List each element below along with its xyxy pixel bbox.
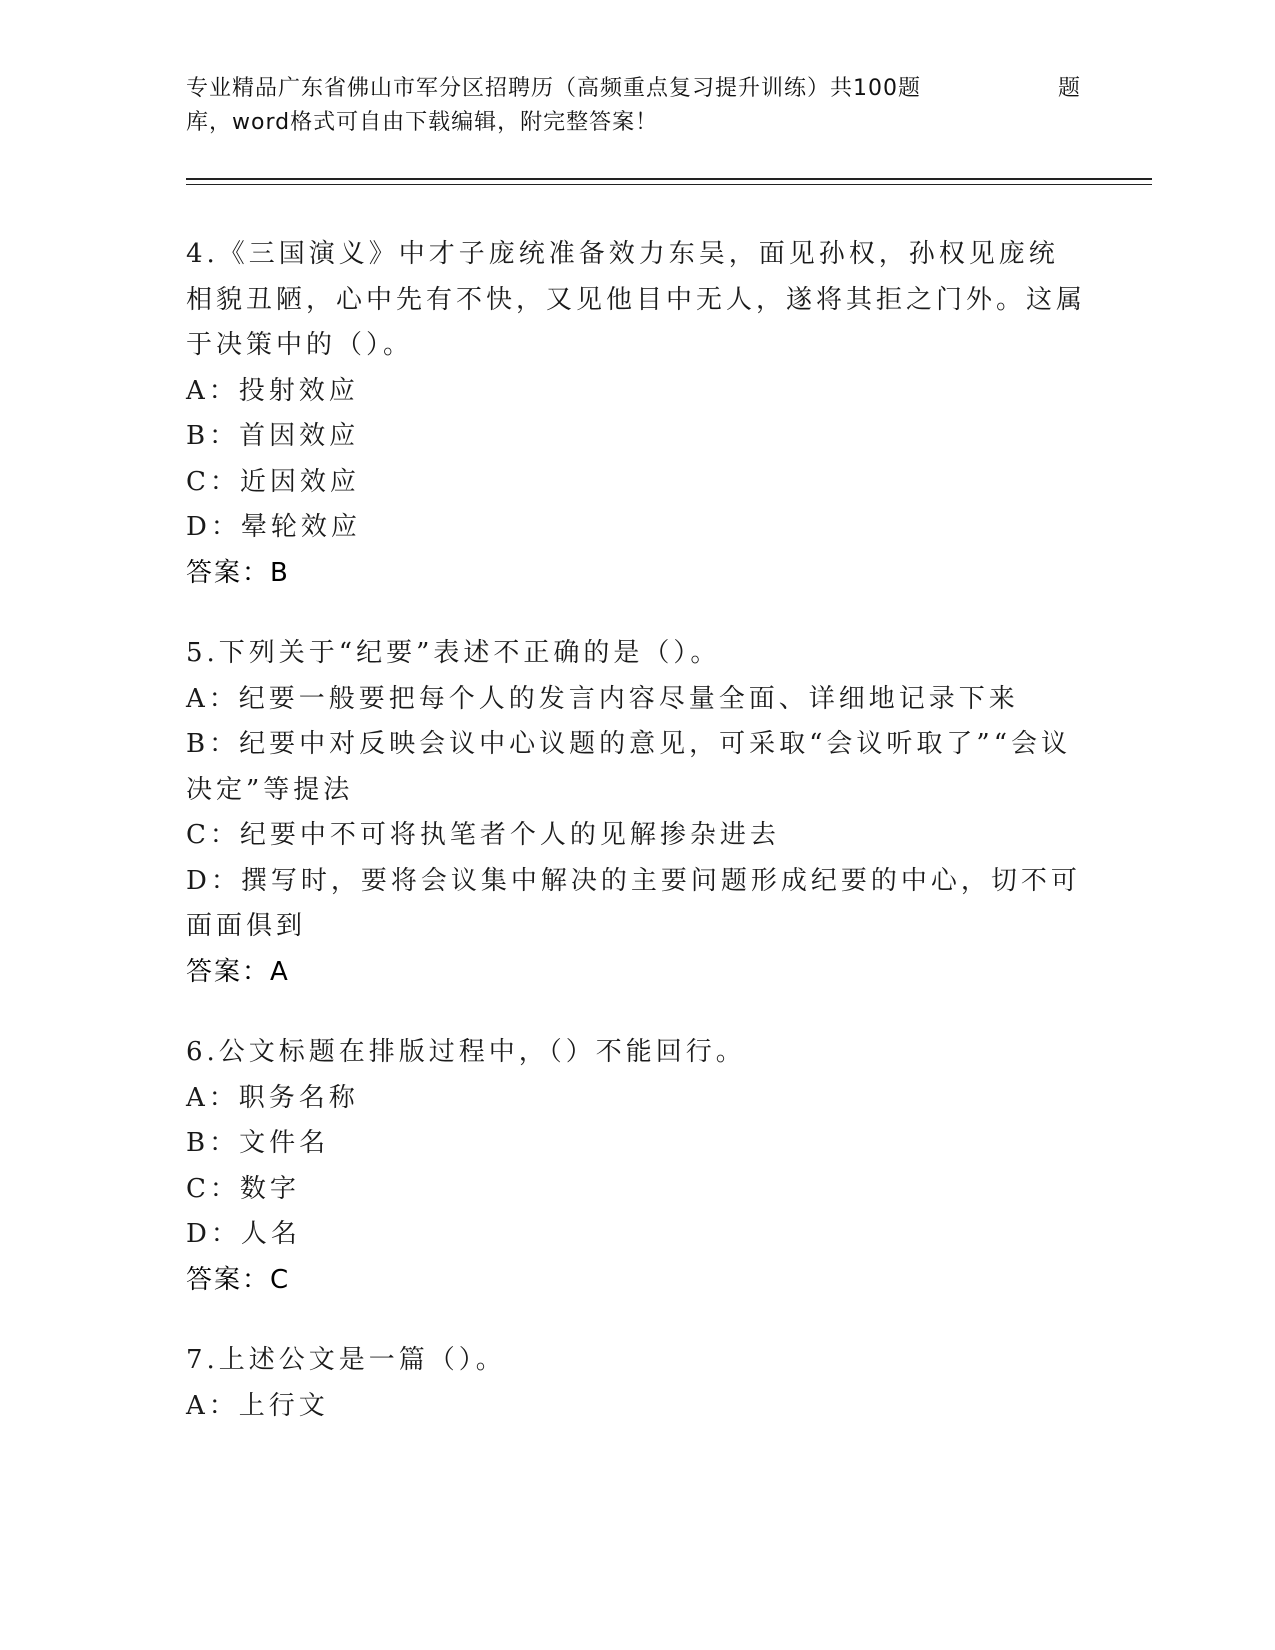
option-c: C：数字: [186, 1173, 300, 1204]
question-7: [186, 1338, 1086, 1429]
question-text: 5.下列关于“纪要”表述不正确的是（）。: [186, 638, 721, 668]
option-d: D：撰写时，要将会议集中解决的主要问题形成纪要的中心，切不可面面俱到: [186, 865, 1081, 941]
header-divider-thick: [186, 178, 1152, 180]
header-divider-thin: [186, 184, 1152, 185]
question-text: 6.公文标题在排版过程中，（）不能回行。: [186, 1037, 746, 1067]
option-d: D：人名: [186, 1219, 301, 1249]
option-d: D：晕轮效应: [186, 512, 361, 542]
option-a: A：职务名称: [186, 1082, 359, 1113]
option-c: C：近因效应: [186, 466, 360, 497]
answer: 答案：C: [186, 1264, 291, 1295]
answer: 答案：A: [186, 956, 290, 987]
header-title: 专业精品广东省佛山市军分区招聘历（高频重点复习提升训练）共100题: [186, 76, 921, 101]
header-title-tail: 题: [1058, 76, 1082, 101]
option-b: B：纪要中对反映会议中心议题的意见，可采取“会议听取了”“会议决定”等提法: [186, 729, 1071, 805]
question-5: [186, 631, 1086, 995]
option-c: C：纪要中不可将执笔者个人的见解掺杂进去: [186, 820, 780, 850]
option-b: B：文件名: [186, 1128, 330, 1158]
option-b: B：首因效应: [186, 421, 360, 451]
document-header: [186, 72, 1096, 140]
option-a: A：上行文: [186, 1390, 329, 1421]
answer: 答案：B: [186, 557, 290, 588]
question-6: [186, 1030, 1086, 1303]
question-list: [186, 232, 1086, 1464]
question-text: 7.上述公文是一篇（）。: [186, 1345, 506, 1375]
option-a: A：投射效应: [186, 375, 359, 406]
option-a: A：纪要一般要把每个人的发言内容尽量全面、详细地记录下来: [186, 683, 1019, 714]
question-4: [186, 232, 1086, 596]
header-line-1: [186, 72, 1096, 106]
question-text: 4.《三国演义》中才子庞统准备效力东吴，面见孙权，孙权见庞统相貌丑陋，心中先有不快，又见他目中无人，遂将其拒之门外。这属于决策中的（）。: [186, 239, 1087, 360]
header-line-2: 库，word格式可自由下载编辑，附完整答案！: [186, 110, 659, 135]
